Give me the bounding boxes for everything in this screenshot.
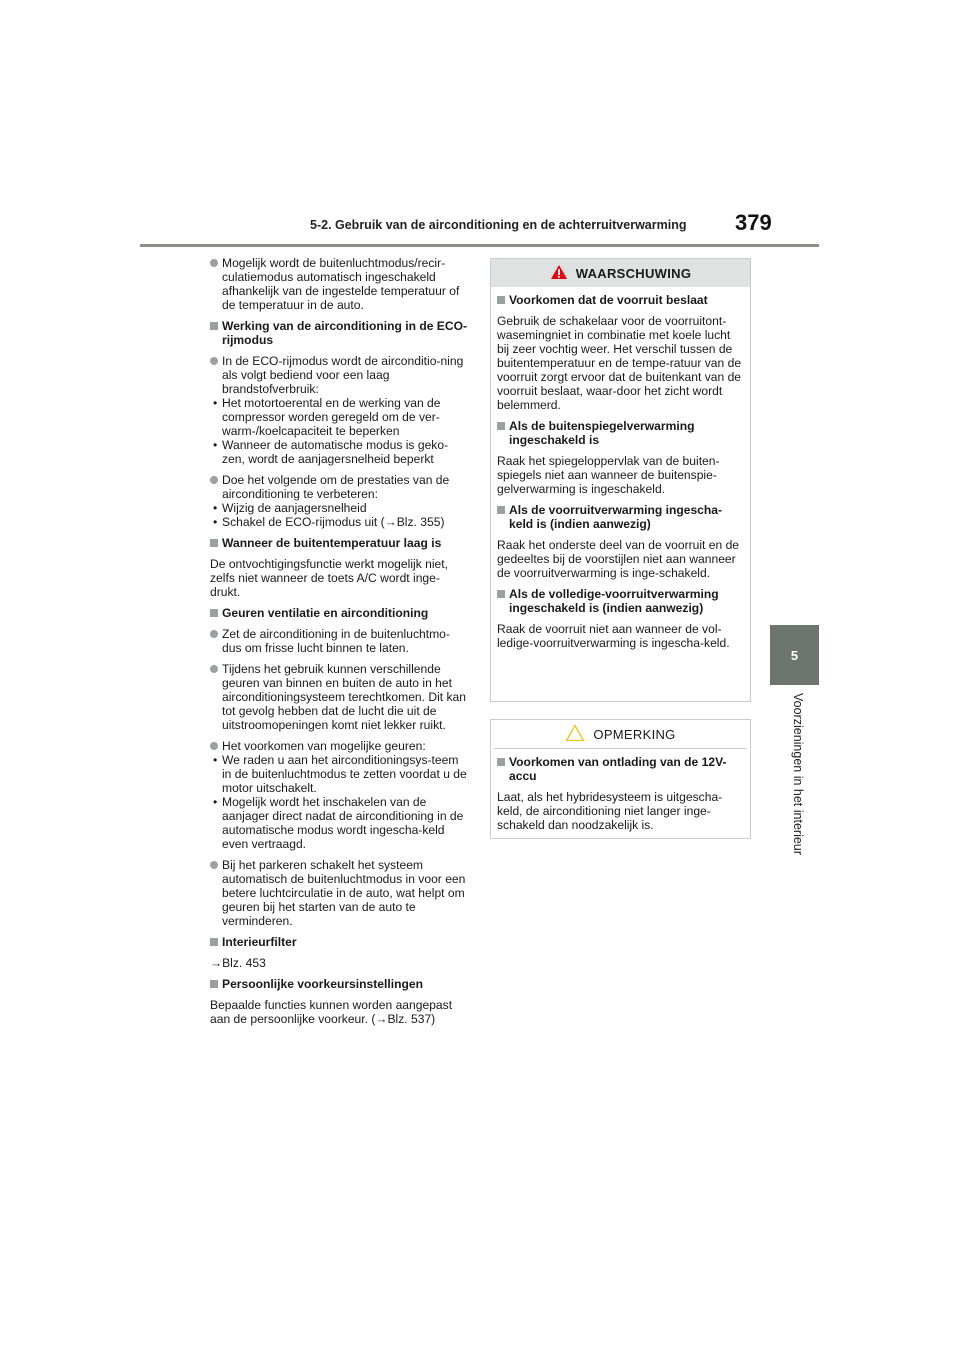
sub-bullet: • Wanneer de automatische modus is geko-zen, wordt de aanjagersnelheid beperkt (213, 438, 449, 466)
header-rule (140, 244, 819, 247)
bullet-text: In de ECO-rijmodus wordt de airconditio-ning als volgt bediend voor een laag brandstofverbruik: (222, 354, 464, 396)
square-marker-icon (497, 422, 505, 430)
bullet-item (210, 858, 468, 928)
bullet-dot-icon (210, 630, 218, 638)
warning-heading (497, 293, 744, 307)
sub-bullet-text: Mogelijk wordt het inschakelen van de aanjager direct nadat de airconditioning in de automatische modus wordt ingescha-keld even vertraagd. (222, 795, 464, 851)
note-header (494, 720, 747, 749)
warning-paragraph: Raak het onderste deel van de voorruit en de gedeeltes bij de voorstijlen niet aan wanneer de voorruitverwarming is inge-schakeld. (497, 538, 740, 580)
bullet-dot-icon (210, 861, 218, 869)
bullet-item (210, 627, 468, 655)
bullet-text: Bij het parkeren schakelt het systeem automatisch de buitenluchtmodus in voor een betere luchtcirculatie in de auto, wat helpt om geuren bij het starten van de auto te verminderen. (222, 858, 466, 928)
chapter-number: 5 (790, 647, 799, 663)
heading-text: Werking van de airconditioning in de ECO-rijmodus (222, 319, 468, 347)
bullet-dot-icon (210, 476, 218, 484)
sub-bullet: • Schakel de ECO-rijmodus uit (→Blz. 355) (213, 515, 445, 529)
bullet-text: Doe het volgende om de prestaties van de airconditioning te verbeteren: (222, 473, 450, 501)
note-heading (497, 755, 744, 783)
bullet-text: Zet de airconditioning in de buitenluchtmo-dus om frisse lucht binnen te laten. (222, 627, 450, 655)
note-title: OPMERKING (593, 726, 676, 742)
note-body (491, 749, 750, 832)
bullet-item (210, 739, 468, 851)
square-marker-icon (210, 609, 218, 617)
warning-heading (497, 503, 744, 531)
heading-text: Persoonlijke voorkeursinstellingen (222, 977, 423, 991)
bullet-text: Mogelijk wordt de buitenluchtmodus/recir-culatiemodus automatisch ingeschakeld afhankelijk van de ingestelde temperatuur of de temperatuur in de auto. (222, 256, 460, 312)
sub-bullet: • Het motortoerental en de werking van de compressor worden geregeld om de ver-warm-/koelcapaciteit te beperken (213, 396, 441, 438)
warning-triangle-outline-icon (565, 724, 585, 745)
sub-bullet-text: We raden u aan het airconditioningsys-teem in de buitenluchtmodus te zetten voordat u de motor uitschakelt. (222, 753, 467, 795)
sub-bullet: • Mogelijk wordt het inschakelen van de aanjager direct nadat de airconditioning in de automatische modus wordt ingescha-keld even vertraagd. (213, 795, 464, 851)
chapter-tab (770, 625, 819, 685)
section-heading (210, 935, 468, 949)
heading-text: Voorkomen van ontlading van de 12V-accu (509, 755, 727, 783)
paragraph: Bepaalde functies kunnen worden aangepast aan de persoonlijke voorkeur. (→Blz. 537) (210, 998, 453, 1026)
page-reference-link[interactable]: Schakel de ECO-rijmodus uit (→Blz. 355) (222, 515, 445, 529)
bullet-dot-icon (210, 742, 218, 750)
section-heading (210, 319, 468, 347)
heading-text: Als de buitenspiegelverwarming ingeschakeld is (509, 419, 695, 447)
warning-paragraph: Gebruik de schakelaar voor de voorruitont-wasemingniet in combinatie met koele lucht bij zeer vochtig weer. Het verschil tussen de buitentemperatuur en de tempe-ratuur van de voorruit zorgt ervoor dat de buitenkant van de voorruit beslaat, waar-door het zicht wordt belemmerd. (497, 314, 742, 412)
heading-text: Als de voorruitverwarming ingescha-keld is (indien aanwezig) (509, 503, 723, 531)
paragraph: De ontvochtigingsfunctie werkt mogelijk niet, zelfs niet wanneer de toets A/C wordt inge-drukt. (210, 557, 448, 599)
square-marker-icon (497, 296, 505, 304)
bullet-item (210, 256, 468, 312)
heading-text: Wanneer de buitentemperatuur laag is (222, 536, 442, 550)
note-paragraph: Laat, als het hybridesysteem is uitgescha-keld, de airconditioning niet langer inge-schakeld dan noodzakelijk is. (497, 790, 723, 832)
sub-bullet-text: Wijzig de aanjagersnelheid (222, 501, 367, 515)
bullet-text: Het voorkomen van mogelijke geuren: (222, 739, 426, 753)
warning-heading (497, 419, 744, 447)
square-marker-icon (210, 539, 218, 547)
warning-triangle-filled-icon (550, 264, 568, 283)
section-heading (210, 536, 468, 550)
sub-bullet: • We raden u aan het airconditioningsys-teem in de buitenluchtmodus te zetten voordat u de motor uitschakelt. (213, 753, 467, 795)
bullet-text: Tijdens het gebruik kunnen verschillende geuren van binnen en buiten de auto in het airconditioningsysteem terechtkomen. Dit kan tot gevolg hebben dat de lucht die uit de uitstroomopeningen komt niet lekker ruikt. (222, 662, 467, 732)
sub-bullet-text: Het motortoerental en de werking van de compressor worden geregeld om de ver-warm-/koelcapaciteit te beperken (222, 396, 441, 438)
section-heading (210, 606, 468, 620)
square-marker-icon (210, 980, 218, 988)
warning-paragraph: Raak het spiegeloppervlak van de buiten-spiegels niet aan wanneer de buitenspie-gelverwarming is ingeschakeld. (497, 454, 720, 496)
right-column (490, 258, 749, 839)
page-number: 379 (735, 210, 772, 235)
warning-paragraph: Raak de voorruit niet aan wanneer de vol-ledige-voorruitverwarming is ingescha-keld. (497, 622, 730, 650)
bullet-dot-icon (210, 259, 218, 267)
bullet-item (210, 473, 468, 529)
sub-bullet: • Wijzig de aanjagersnelheid (213, 501, 367, 515)
warning-title: WAARSCHUWING (575, 265, 692, 281)
warning-body (491, 287, 750, 650)
warning-box (490, 258, 751, 702)
square-marker-icon (210, 938, 218, 946)
square-marker-icon (497, 506, 505, 514)
warning-header (491, 259, 750, 287)
heading-text: Geuren ventilatie en airconditioning (222, 606, 429, 620)
warning-heading (497, 587, 744, 615)
square-marker-icon (210, 322, 218, 330)
left-column (210, 256, 468, 1033)
square-marker-icon (497, 758, 505, 766)
heading-text: Interieurfilter (222, 935, 297, 949)
bullet-dot-icon (210, 357, 218, 365)
heading-text: Voorkomen dat de voorruit beslaat (509, 293, 708, 307)
bullet-item (210, 354, 468, 466)
square-marker-icon (497, 590, 505, 598)
bullet-item (210, 662, 468, 732)
sub-bullet-text: Wanneer de automatische modus is geko-zen, wordt de aanjagersnelheid beperkt (222, 438, 449, 466)
note-box (490, 719, 751, 839)
section-header-title: 5-2. Gebruik van de airconditioning en de achterruitverwarming (310, 218, 687, 232)
heading-text: Als de volledige-voorruitverwarming ingeschakeld is (indien aanwezig) (509, 587, 719, 615)
page-reference-link[interactable]: →Blz. 453 (210, 956, 266, 970)
section-heading (210, 977, 468, 991)
chapter-label: Voorzieningen in het interieur (791, 693, 805, 855)
bullet-dot-icon (210, 665, 218, 673)
